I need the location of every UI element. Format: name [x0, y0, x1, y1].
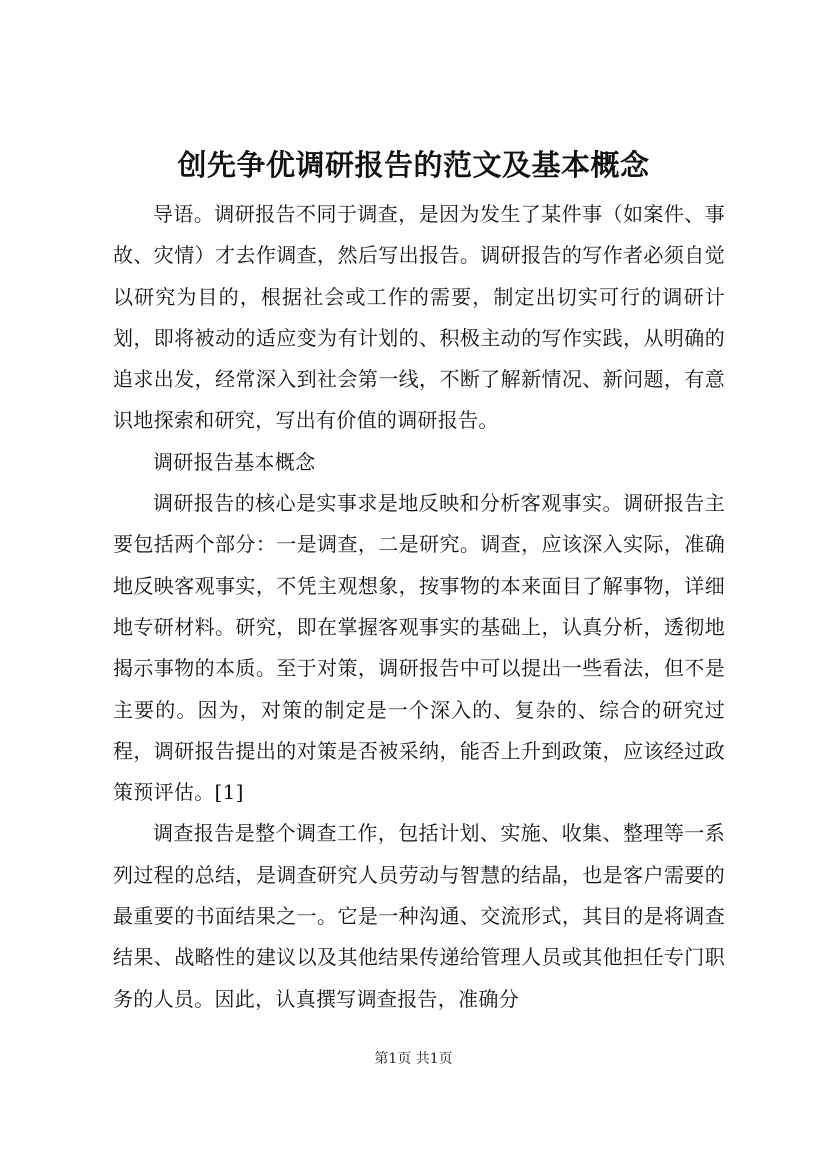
page-number-footer: 第1页 共1页 — [374, 1051, 453, 1067]
document-title: 创先争优调研报告的范文及基本概念 — [177, 148, 650, 182]
document-body — [113, 194, 725, 1020]
paragraph-intro: 导语。调研报告不同于调查，是因为发生了某件事（如案件、事故、灾情）才去作调查，然后写出报告。调研报告的写作者必须自觉以研究为目的，根据社会或工作的需要，制定出切实可行的调研计划，即将被动的适应变为有计划的、积极主动的写作实践，从明确的追求出发，经常深入到社会第一线，不断了解新情况、新问题，有意识地探索和研究，写出有价值的调研报告。 — [113, 202, 725, 433]
paragraph-core-concept: 调研报告的核心是实事求是地反映和分析客观事实。调研报告主要包括两个部分：一是调查，二是研究。调查，应该深入实际，准确地反映客观事实，不凭主观想象，按事物的本来面目了解事物，详细地专研材料。研究，即在掌握客观事实的基础上，认真分析，透彻地揭示事物的本质。至于对策，调研报告中可以提出一些看法，但不是主要的。因为，对策的制定是一个深入的、复杂的、综合的研究过程，调研报告提出的对策是否被采纳，能否上升到政策，应该经过政策预评估。[1] — [113, 491, 725, 805]
paragraph-survey-report: 调查报告是整个调查工作，包括计划、实施、收集、整理等一系列过程的总结，是调查研究人员劳动与智慧的结晶，也是客户需要的最重要的书面结果之一。它是一种沟通、交流形式，其目的是将调查结果、战略性的建议以及其他结果传递给管理人员或其他担任专门职务的人员。因此，认真撰写调查报告，准确分 — [113, 821, 725, 1011]
section-heading-basic-concept: 调研报告基本概念 — [153, 449, 316, 474]
